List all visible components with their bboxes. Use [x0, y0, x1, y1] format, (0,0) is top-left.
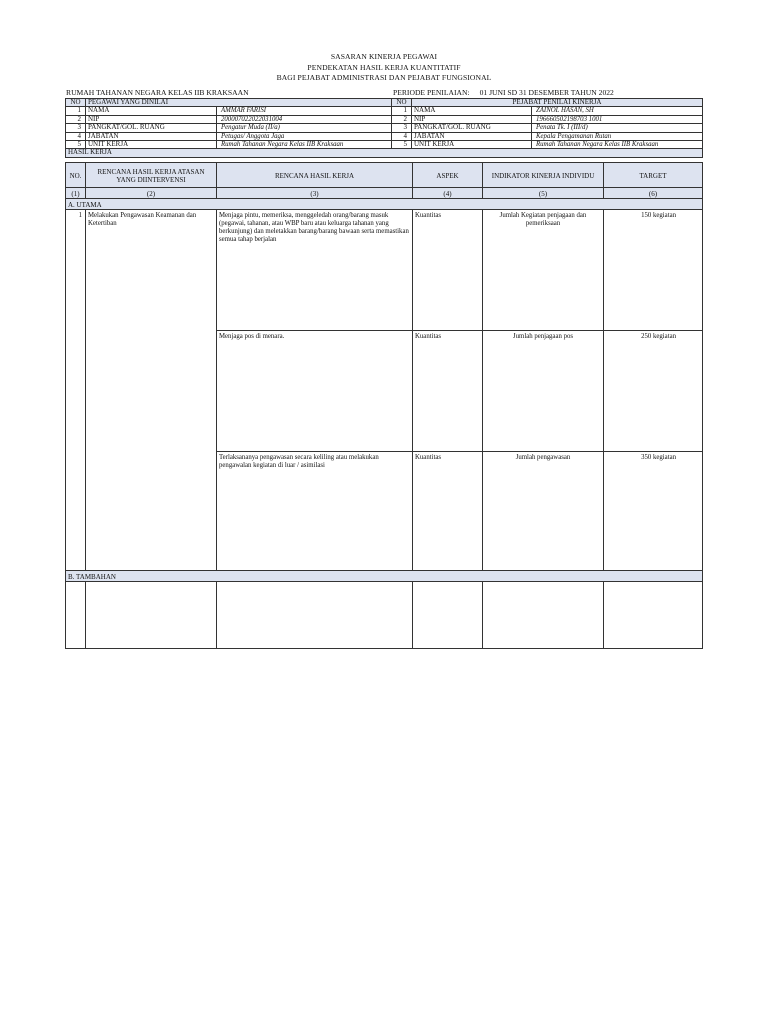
row-number: 1	[392, 107, 412, 115]
indicator-cell: Jumlah Kegiatan penjagaan dan pemeriksaan	[483, 210, 604, 331]
evaluator-value: Penata Tk. I (III/d)	[532, 124, 703, 132]
column-index-row	[66, 188, 703, 199]
info-row	[66, 115, 703, 123]
no-header: NO	[66, 99, 86, 107]
info-row	[66, 141, 703, 149]
col-index: (4)	[413, 188, 483, 199]
info-header-row	[66, 99, 703, 107]
field-label: UNIT KERJA	[86, 141, 217, 149]
col-header-aspek: ASPEK	[413, 163, 483, 188]
row-number: 2	[392, 115, 412, 123]
period-label: PERIODE PENILAIAN:	[393, 88, 470, 97]
document-title-block	[0, 52, 768, 84]
title-line-1: SASARAN KINERJA PEGAWAI	[330, 52, 438, 61]
evaluator-header: PEJABAT PENILAI KINERJA	[412, 99, 703, 107]
row-number: 3	[66, 124, 86, 132]
field-label: NIP	[412, 115, 532, 123]
field-label: JABATAN	[412, 132, 532, 140]
assessment-period	[393, 88, 624, 97]
target-cell: 150 kegiatan	[604, 210, 703, 331]
period-value: 01 JUNI SD 31 DESEMBER TAHUN 2022	[479, 88, 614, 97]
indicator-cell: Jumlah penjagaan pos	[483, 331, 604, 452]
column-header-row	[66, 163, 703, 188]
empty-cell	[217, 582, 413, 649]
section-row-tambahan	[66, 571, 703, 582]
field-label: NAMA	[86, 107, 217, 115]
section-tambahan: B. TAMBAHAN	[66, 571, 703, 582]
field-label: PANGKAT/GOL. RUANG	[86, 124, 217, 132]
field-label: UNIT KERJA	[412, 141, 532, 149]
aspect-cell: Kuantitas	[413, 210, 483, 331]
col-index: (3)	[217, 188, 413, 199]
empty-cell	[413, 582, 483, 649]
empty-cell	[604, 582, 703, 649]
evaluator-value: Kepala Pengamanan Rutan	[532, 132, 703, 140]
row-number: 3	[392, 124, 412, 132]
col-header-atasan: RENCANA HASIL KERJA ATASAN YANG DIINTERVENSI	[86, 163, 217, 188]
employee-value: Petugas/ Anggota Jaga	[217, 132, 392, 140]
section-row-hasil-kerja	[66, 149, 703, 157]
col-index: (1)	[66, 188, 86, 199]
evaluator-value: ZAINOL HASAN, SH	[532, 107, 703, 115]
row-number: 1	[66, 210, 86, 571]
employee-value: AMMAR FARISI	[217, 107, 392, 115]
col-header-indikator: INDIKATOR KINERJA INDIVIDU	[483, 163, 604, 188]
work-plan-cell: Menjaga pos di menara.	[217, 331, 413, 452]
evaluated-employee-header: PEGAWAI YANG DINILAI	[86, 99, 392, 107]
evaluator-value: Rumah Tahanan Negara Kelas IIB Kraksaan	[532, 141, 703, 149]
section-row-utama	[66, 199, 703, 210]
row-number: 1	[66, 107, 86, 115]
col-index: (6)	[604, 188, 703, 199]
col-index: (2)	[86, 188, 217, 199]
field-label: JABATAN	[86, 132, 217, 140]
table-row	[66, 210, 703, 331]
organization-name: RUMAH TAHANAN NEGARA KELAS IIB KRAKSAAN	[66, 88, 249, 97]
col-header-rencana: RENCANA HASIL KERJA	[217, 163, 413, 188]
employee-value: 200007022022031004	[217, 115, 392, 123]
empty-cell	[483, 582, 604, 649]
indicator-cell: Jumlah pengawasan	[483, 452, 604, 571]
empty-cell	[86, 582, 217, 649]
work-results-table	[65, 162, 703, 649]
col-header-target: TARGET	[604, 163, 703, 188]
col-index: (5)	[483, 188, 604, 199]
field-label: NAMA	[412, 107, 532, 115]
col-header-no: NO.	[66, 163, 86, 188]
field-label: PANGKAT/GOL. RUANG	[412, 124, 532, 132]
employee-info-table	[65, 98, 703, 158]
row-number: 4	[392, 132, 412, 140]
employee-value: Rumah Tahanan Negara Kelas IIB Kraksaan	[217, 141, 392, 149]
evaluator-value: 196660502198703 1001	[532, 115, 703, 123]
section-utama: A. UTAMA	[66, 199, 703, 210]
info-row	[66, 132, 703, 140]
row-number: 4	[66, 132, 86, 140]
work-plan-cell: Menjaga pintu, memeriksa, menggeledah orang/barang masuk (pegawai, tahanan, atau WBP baru atau keluarga tahanan yang berkunjung) dan meletakkan barang/barang bawaan serta memastikan semua tahap berjalan	[217, 210, 413, 331]
aspect-cell: Kuantitas	[413, 452, 483, 571]
no-header: NO	[392, 99, 412, 107]
title-line-3: BAGI PEJABAT ADMINISTRASI DAN PEJABAT FUNGSIONAL	[276, 73, 492, 82]
organization-period-line	[66, 88, 702, 98]
field-label: NIP	[86, 115, 217, 123]
row-number: 5	[66, 141, 86, 149]
table-row-empty	[66, 582, 703, 649]
empty-cell	[66, 582, 86, 649]
work-plan-cell: Terlaksananya pengawasan secara keliling atau melakukan pengawalan kegiatan di luar / asimilasi	[217, 452, 413, 571]
employee-value: Pengatur Muda (II/a)	[217, 124, 392, 132]
info-row	[66, 124, 703, 132]
atasan-plan-cell: Melakukan Pengawasan Keamanan dan Ketertiban	[86, 210, 217, 571]
row-number: 2	[66, 115, 86, 123]
target-cell: 350 kegiatan	[604, 452, 703, 571]
info-row	[66, 107, 703, 115]
section-hasil-kerja: HASIL KERJA	[66, 149, 703, 157]
target-cell: 250 kegiatan	[604, 331, 703, 452]
title-line-2: PENDEKATAN HASIL KERJA KUANTITATIF	[307, 62, 461, 72]
row-number: 5	[392, 141, 412, 149]
aspect-cell: Kuantitas	[413, 331, 483, 452]
